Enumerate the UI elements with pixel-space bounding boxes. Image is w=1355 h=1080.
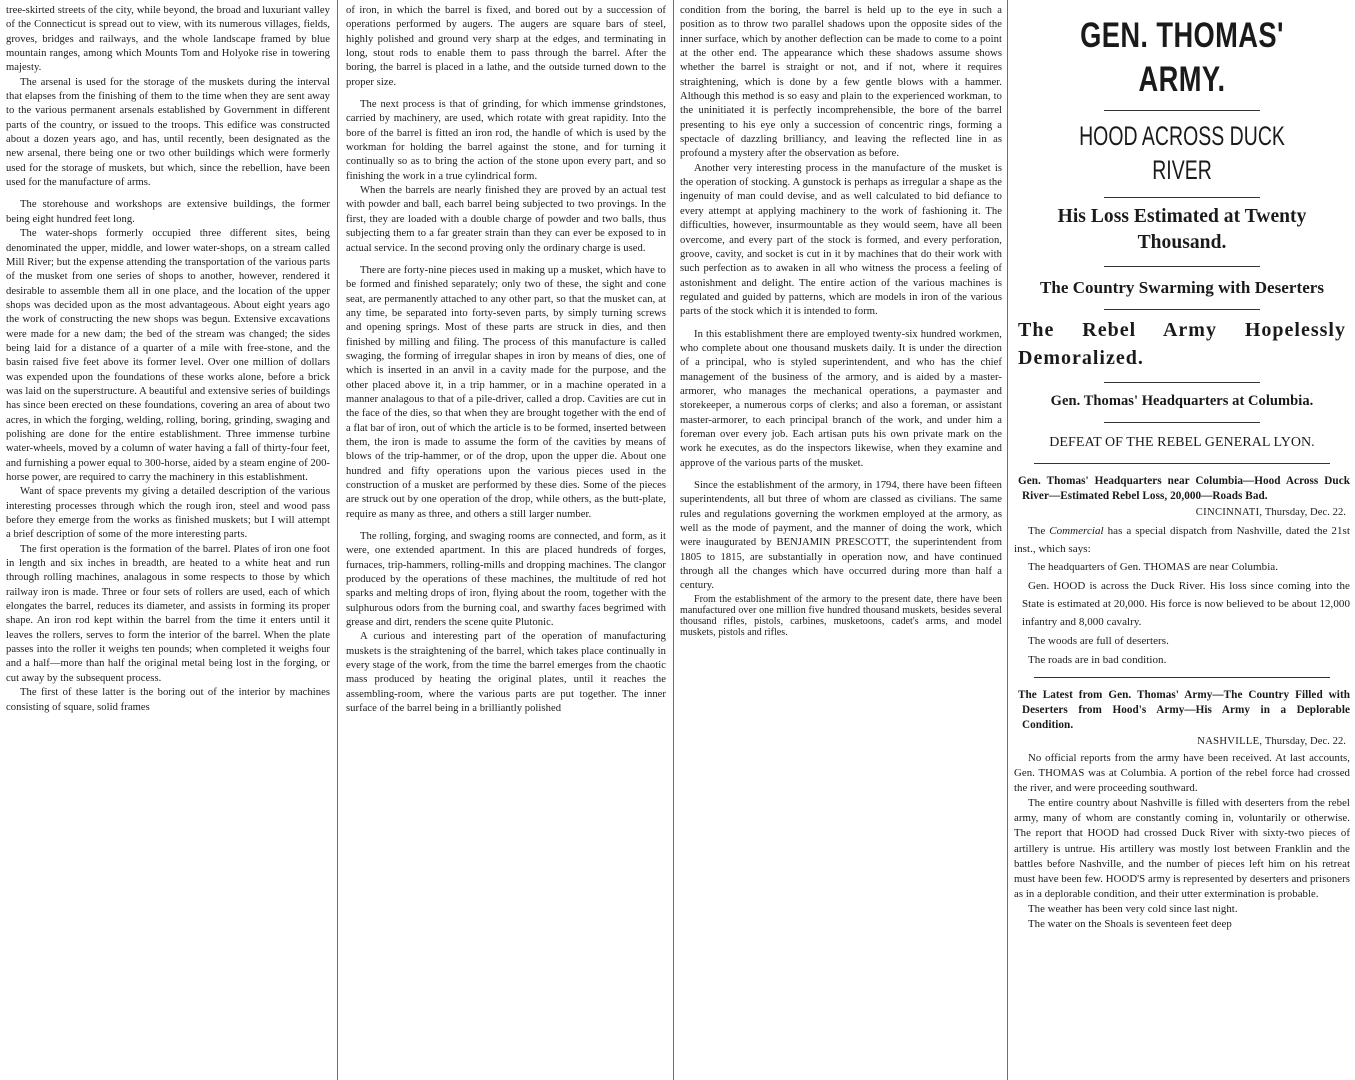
divider xyxy=(1104,266,1260,267)
paragraph: Since the establishment of the armory, in 1794, there have been fifteen superintendents, all but three of whom are classed as civilians. The same rules and regulations governing the workmen employed at the armory, as well as the mode of payment, and the manner of doing the work, which were inaugurated by BENJAMIN PRESCOTT, the superintendent from 1805 to 1815, are substantially in operation now, and have continued through all the changes which have occurred during more than half a century. xyxy=(680,480,1002,592)
paragraph: of iron, in which the barrel is fixed, and bored out by a succession of operations performed by augers. The augers are square bars of steel, highly polished and ground very sharp at the edges, and terminating in long, stout rods to enable them to pass through the barrel. After the boring, the barrel is placed in a lathe, and the outside turned down to the proper size. xyxy=(346,5,666,88)
paragraph: The next process is that of grinding, for which immense grindstones, carried by machinery, are used, which rotate with great rapidity. Into the bore of the barrel is fitted an iron rod, the handle of which is used by the workman for holding the barrel against the stone, and for turning it continually so as to bring the action of the stone upon every part, and so finishing the work in a true cylindrical form. xyxy=(346,99,666,182)
dateline-date: Thursday, Dec. 22. xyxy=(1264,736,1346,747)
column-armory-3 xyxy=(680,4,1002,1076)
paragraph: From the establishment of the armory to the present date, there have been manufactured over one million five hundred thousand muskets, besides several thousand rifles, pistols, carbines, musketoons, cadet's arms, and model muskets, pistols and rifles. xyxy=(680,593,1002,638)
divider xyxy=(1034,463,1330,464)
paragraph: Another very interesting process in the manufacture of the musket is the operation of stocking. A gunstock is perhaps as irregular a shape as the ingenuity of man could devise, and as well calculated to bid defiance to every attempt at applying machinery to the work of fashioning it. The difficulties, however, insurmountable as they would seem, have all been overcome, and every part of the stock is formed, and every perforation, groove, cavity, and socket is cut in it by machines that do their work with such perfection as to awaken in all who witness the process a feeling of astonishment and delight. The entire action of the various machines is regulated and guided by patterns, which are models in iron of the various parts of the stock which it is intended to form. xyxy=(680,162,1002,318)
deck: Gen. Thomas' Headquarters near Columbia—Hood Across Duck River—Estimated Rebel Loss, 20,000—Roads Bad. xyxy=(1018,475,1350,502)
column-rule xyxy=(1007,0,1008,1080)
paragraph: In this establishment there are employed twenty-six hundred workmen, who complete about one thousand muskets daily. It is under the direction of a principal, who is styled superintendent, and who has the chief management of the business of the armory, and is aided by a master-armorer, who manages the mechanical operations, a paymaster and storekeeper, a numerous corps of clerks; and also a foreman, or assistant master-armorer, to each principal branch of the work, and under him a foreman over every job. Each artisan puts his own private mark on the work he executes, as do the inspectors likewise, when they examine and approve of the various parts of the musket. xyxy=(680,328,1002,469)
quote-line: The roads are in bad condition. xyxy=(1028,654,1167,666)
quote-line: The woods are full of deserters. xyxy=(1028,635,1169,647)
dispatch-quote xyxy=(1014,558,1350,669)
paragraph: The water on the Shoals is seventeen feet deep xyxy=(1028,918,1232,931)
dateline xyxy=(1014,506,1346,520)
subhead: The Rebel Army Hopelessly Demoralized. xyxy=(1018,319,1346,369)
paragraph: No official reports from the army have been received. At last accounts, Gen. THOMAS was at Columbia. A portion of the rebel force had crossed the river, and were proceeding southward. xyxy=(1014,752,1350,795)
intro-paragraph xyxy=(1014,522,1350,558)
paragraph: There are forty-nine pieces used in making up a musket, which have to be formed and finished separately; only two of these, the sight and cone seat, are permanently attached to any other part, so that the musket can, at any time, be separated into forty-seven parts, by simply turning screws and opening springs. Most of these parts are struck in dies, and then finished by milling and filing. The process of this manufacture is called swaging, the forming of irregular shapes in iron by means of dies, one of which is inserted in an anvil in a cavity made for the purpose, and the other placed above it, in a trip hammer, or in a machine operated in a manner analagous to that of a pile-driver, called a drop. Cavities are cut in the face of the dies, so that when they are brought together with the end of a flat bar of iron, out of which the article is to be formed, inserted between them, the iron is made to assume the form of the cavities by means of blows of the trip-hammer, or of the drop, upon the upper die. About one hundred and fifty operations upon the various pieces used in the construction of a musket are performed by these dies. Some of the pieces are struck out by one operation of the drop, while others, as the butt-plate, require as many as three, and others a still larger number. xyxy=(346,264,666,520)
quote-line: The headquarters of Gen. THOMAS are near Columbia. xyxy=(1028,561,1279,573)
dateline-date: Thursday, Dec. 22. xyxy=(1264,507,1346,518)
paragraph: The entire country about Nashville is filled with deserters from the rebel army, many of whom are constantly coming in, voluntarily or otherwise. The report that HOOD had crossed Duck River with sixty-two pieces of artillery is untrue. His artillery was mostly lost between Franklin and the battles before Nashville, and the number of pieces left him on his retreat must have been few. HOOD'S army is represented by deserters and prisoners as in a deplorable condition, and their utter extermination is probable. xyxy=(1014,797,1350,900)
column-thomas-army xyxy=(1014,4,1350,1076)
paragraph: When the barrels are nearly finished they are proved by an actual test with powder and ball, each barrel being subjected to two provings. In the first, they are loaded with a double charge of powder and two balls, thus subjecting them to a far greater strain than they can ever be exposed to in actual service. In the second proving only the ordinary charge is used. xyxy=(346,185,666,254)
divider xyxy=(1104,309,1260,310)
deck: The Latest from Gen. Thomas' Army—The Country Filled with Deserters from Hood's Army—His Army in a Deplorable Condition. xyxy=(1018,689,1350,731)
paragraph: tree-skirted streets of the city, while beyond, the broad and luxuriant valley of the Connecticut is spread out to view, with its numerous villages, fields, groves, bridges and railways, and the whole landscape framed by blue mountain ranges, among which Mounts Tom and Holyoke rise in towering majesty. xyxy=(6,5,330,74)
intro-text: has a special dispatch from Nashville, dated the 21st inst., which says: xyxy=(1014,525,1350,555)
intro-text: The xyxy=(1028,525,1050,537)
divider xyxy=(1104,422,1260,423)
paragraph: A curious and interesting part of the operation of manufacturing muskets is the straightening of the barrel, which takes place continually in every stage of the work, from the time the barrel emerges from the chaotic mass produced by heating the original plates, until it reaches the assembling-room, where the various parts are put together. The inner surface of the barrel being in a brilliantly polished xyxy=(346,631,666,715)
divider xyxy=(1104,110,1260,111)
subhead: Gen. Thomas' Headquarters at Columbia. xyxy=(1050,393,1314,409)
divider xyxy=(1104,382,1260,383)
paragraph: The arsenal is used for the storage of the muskets during the interval that elapses from the finishing of them to the time when they are sent away to the various permanent arsenals established by Government in different parts of the country, or issued to the troops. This edifice was constructed about a dozen years ago, and has, until recently, been designated as the new arsenal, there being one or two other buildings which were formerly used for the storage of muskets, but which, since the rebellion, have been used for the manufacture of arms. xyxy=(6,76,330,189)
column-rule xyxy=(337,0,338,1080)
paragraph: Want of space prevents my giving a detailed description of the various interesting processes through which the rough iron, steel and wood pass before they emerge from the works as finished muskets; but I will attempt a brief description of some of the more interesting parts. xyxy=(6,486,330,541)
paragraph: condition from the boring, the barrel is held up to the eye in such a position as to throw two parallel shadows upon the opposite sides of the inner surface, which by another deflection can be made to come to a point at the other end. The appearance which these shadows assume shows whether the barrel is straight or not, and if not, where it requires straightening, which is done by a few gentle blows with a hammer. Although this method is so easy and plain to the experienced workman, to the uninitiated it is perfectly incomprehensible, the bore of the barrel presenting to his eye only a succession of concentric rings, forming a spectacle of dazzling brilliancy, and leaving the reflected line in as profound a mystery after the observation as before. xyxy=(680,5,1002,160)
subhead: DEFEAT OF THE REBEL GENERAL LYON. xyxy=(1049,435,1315,450)
paragraph: The first of these latter is the boring out of the interior by machines consisting of square, solid frames xyxy=(6,687,330,713)
paragraph: The first operation is the formation of the barrel. Plates of iron one foot in length and six inches in breadth, are heated to a white heat and run through rolling machines, analagous in some respects to those by which railway iron is made. Three or four sets of rollers are used, each of which elongates the barrel, reduces its diameter, and assists in forming its proper shape. An iron rod kept within the barrel from the time it enters until it leaves the rollers, serves to form the interior of the barrel. When the plate passes into the roller it weighs ten pounds; when completed it weighs four and a half—more than half the original metal being lost in the forging, or cut away by the subsequent process. xyxy=(6,543,330,684)
subhead: His Loss Estimated at Twenty Thousand. xyxy=(1057,206,1307,253)
dispatch-body xyxy=(1014,751,1350,932)
divider xyxy=(1034,677,1330,678)
column-armory-1 xyxy=(6,4,330,1076)
quote-line: Gen. HOOD is across the Duck River. His loss since coming into the State is estimated at 20,000. His force is now believed to be about 12,000 infantry and 8,000 cavalry. xyxy=(1022,580,1350,628)
paragraph: The rolling, forging, and swaging rooms are connected, and form, as it were, one extended apartment. In this are placed hundreds of forges, furnaces, trip-hammers, rolling-mills and dropping machines. The clangor produced by the operations of these machines, the multitude of red hot sparks and melting drops of iron, flying about the room, together with the sulphurous odors from the burning coal, and swarthy faces begrimed with grease and dirt, renders the scene quite Plutonic. xyxy=(346,531,666,629)
headline: GEN. THOMAS' ARMY. xyxy=(1080,16,1284,99)
dateline-place: CINCINNATI, xyxy=(1195,507,1263,518)
dateline xyxy=(1014,735,1346,749)
newspaper-name: Commercial xyxy=(1049,525,1104,537)
paragraph: The weather has been very cold since last night. xyxy=(1028,902,1238,915)
paragraph: The water-shops formerly occupied three different sites, being denominated the upper, middle, and lower water-shops, on a stream called Mill River; but the expense attending the transportation of the various parts of the musket from one series of shops to another, however, rendered it desirable to assemble them all in one place, and the location of the upper shops was decided upon as the most advantageous. About eight years ago the work of constructing the new shops was begun. Extensive excavations were made for a new dam; the bed of the stream was changed; the sides being laid for a distance of a quarter of a mile with free-stone, and the basin raised five feet above its former level. Over one million of dollars was expended upon the foundations of these works alone, before a brick was laid on the superstructure. A beautiful and extensive series of buildings has since been erected on these foundations, covering an area of about two acres, in which the forging, welding, rolling, boring, grinding, swaging and polishing are done for the entire establishment. Three immense turbine water-wheels, moved by a column of water having a fall of thirty-four feet, and furnishing a power equal to 300-horse, aided by a steam engine of 200-horse power, are required to carry the machinery in this establishment. xyxy=(6,228,330,483)
column-rule xyxy=(673,0,674,1080)
subhead: HOOD ACROSS DUCK RIVER xyxy=(1079,121,1285,185)
subhead: The Country Swarming with Deserters xyxy=(1039,278,1325,297)
column-armory-2 xyxy=(346,4,666,1076)
divider xyxy=(1104,197,1260,198)
paragraph: The storehouse and workshops are extensive buildings, the former being eight hundred feet long. xyxy=(6,199,330,225)
dateline-place: NASHVILLE, xyxy=(1197,736,1263,747)
